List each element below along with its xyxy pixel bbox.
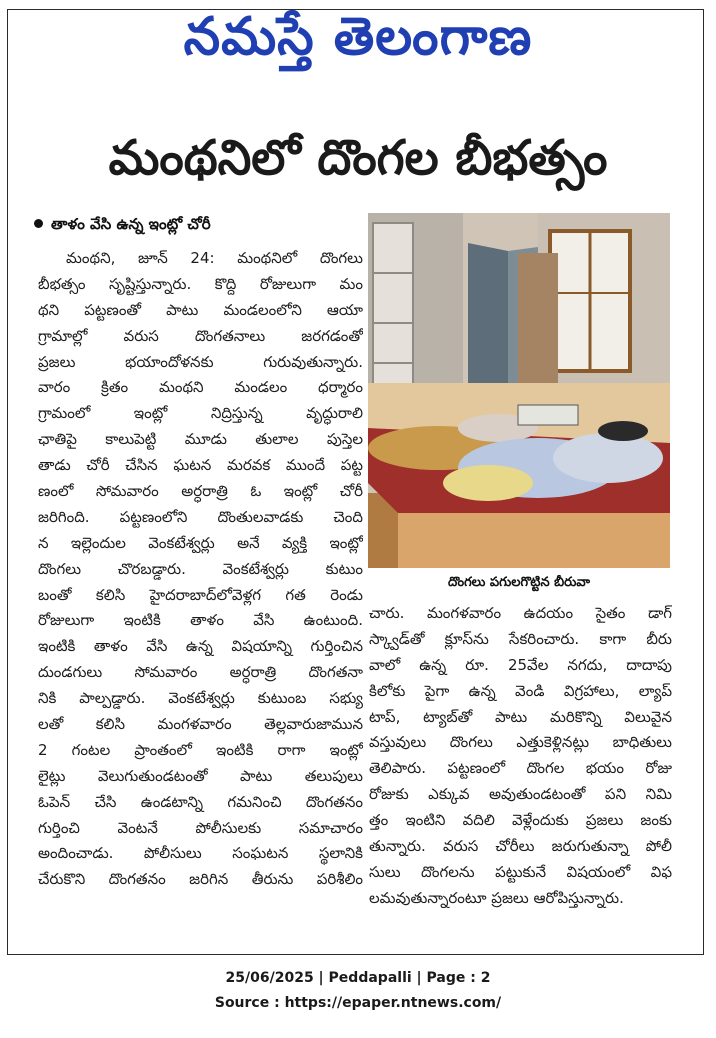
text-line: ఓపెన్ చేసి ఉండటాన్ని గమనించి దొంగతనం xyxy=(38,792,363,811)
text-line: థని పట్టణంతో పాటు మండలంలోని ఆయా xyxy=(38,300,363,319)
text-line: వాలో ఉన్న రూ. 25వేల నగదు, దాదాపు xyxy=(369,655,672,674)
text-line: స్క్వాడ్‌తో క్లూస్‌ను సేకరించారు. కాగా బీరు xyxy=(369,629,672,648)
text-line: లైట్లు వెలుగుతుండటంతో పాటు తలుపులు xyxy=(38,766,363,785)
article-column-right xyxy=(369,601,672,937)
text-line: జరిగింది. పట్టణంలోని దొంతులవాడకు చెంది xyxy=(38,507,363,526)
text-line: తెలిపారు. పట్టణంలో దొంగల భయం రోజు xyxy=(369,759,672,778)
text-line: గుర్తించి వెంటనే పోలీసులకు సమాచారం xyxy=(38,818,363,837)
article-headline: మంథనిలో దొంగల బీభత్సం xyxy=(108,130,608,186)
text-line: ఇంటికి తాళం వేసి ఉన్న విషయాన్ని గుర్తించిన xyxy=(38,637,363,656)
text-line: తున్నారు. వరుస చోరీలు జరుగుతున్నా పోలీ xyxy=(369,837,672,856)
text-line: దుండగులు సోమవారం అర్ధరాత్రి దొంగతనా xyxy=(38,663,363,682)
article-column-left xyxy=(38,246,363,936)
text-line: త్తం ఇంటిని వదిలి వెళ్లేందుకు ప్రజలు జంకు xyxy=(369,811,672,830)
text-line: గ్రామాల్లో వరుస దొంగతనాలు జరగడంతో xyxy=(38,326,363,345)
photo-caption: దొంగలు పగులగొట్టిన బీరువా xyxy=(448,575,590,590)
text-line: సులు దొంగలను పట్టుకునే విషయంలో విఫ xyxy=(369,862,672,881)
text-line: మంథని, జూన్ 24: మంథనిలో దొంగలు xyxy=(66,249,363,267)
article-subheading xyxy=(34,210,354,238)
text-line: వారం క్రితం మంథని మండలం ధర్మారం xyxy=(38,378,363,397)
text-line: ణంలో సోమవారం అర్ధరాత్రి ఓ ఇంట్లో చోరీ xyxy=(38,482,363,501)
footer-source-link[interactable]: Source : https://epaper.ntnews.com/ xyxy=(214,995,502,1011)
text-line: వస్తువులు దొంగలు ఎత్తుకెళ్లినట్లు బాధితులు xyxy=(369,733,672,752)
newspaper-masthead: నమస్తే తెలంగాణ xyxy=(183,7,533,67)
text-line: బీభత్సం సృష్టిస్తున్నారు. కొద్ది రోజులుగా మం xyxy=(38,274,363,293)
text-line: న ఇల్లెందుల వెంకటేశ్వర్లు అనే వ్యక్తి ఇంట్లో xyxy=(38,533,363,552)
text-line: గ్రామంలో ఇంట్లో నిద్రిస్తున్న వృద్ధురాలి xyxy=(38,404,363,423)
text-line: ప్రజలు భయాందోళనకు గురువుతున్నారు. xyxy=(38,352,363,371)
text-line: చారు. మంగళవారం ఉదయం సైతం డాగ్ xyxy=(369,604,672,622)
photo-broken-cupboard xyxy=(368,213,670,568)
text-line: టాప్, ట్యాబ్‌తో పాటు మరికొన్ని విలువైన xyxy=(369,707,672,726)
text-line: ఛాతిపై కాలుపెట్టి మూడు తులాల పుస్తెల xyxy=(38,430,363,449)
text-line: రోజులుగా ఇంటికి తాళం వేసి ఉంటుంది. xyxy=(38,611,363,630)
text-line: అందించాడు. పోలీసులు సంఘటన స్థలానికి xyxy=(38,844,363,863)
text-line: తాడు చోరీ చేసిన ఘటన మరవక ముందే పట్ట xyxy=(38,456,363,475)
text-line: దొంగలు చొరబడ్డారు. వెంకటేశ్వర్లు కుటుం xyxy=(38,559,363,578)
text-line: లతో కలిసి మంగళవారం తెల్లవారుజామున xyxy=(38,715,363,734)
bedroom-photo xyxy=(368,213,670,568)
text-line: లమవుతున్నారంటూ ప్రజలు ఆరోపిస్తున్నారు. xyxy=(369,888,624,907)
subheading-text: తాళం వేసి ఉన్న ఇంట్లో చోరీ xyxy=(51,215,211,233)
text-line: చేరుకొని దొంగతనం జరిగిన తీరును పరిశీలిం xyxy=(38,870,363,889)
footer-edition-info: 25/06/2025 | Peddapalli | Page : 2 xyxy=(225,970,491,986)
text-line: కిలోకు పైగా ఉన్న వెండి విగ్రహాలు, ల్యాప్ xyxy=(369,681,672,700)
text-line: బంతో కలిసి హైదరాబాద్‌లోవెళ్లగ గత రెండు xyxy=(38,585,363,604)
text-line: రోజుకు ఎక్కువ అవుతుండటంతో పని నిమి xyxy=(369,785,672,804)
text-line: 2 గంటల ప్రాంతంలో ఇంటికి రాగా ఇంట్లో xyxy=(38,740,363,759)
text-line: నికి పాల్పడ్డారు. వెంకటేశ్వర్లు కుటుంబ సభ్యు xyxy=(38,689,363,708)
bullet-icon xyxy=(34,219,43,228)
